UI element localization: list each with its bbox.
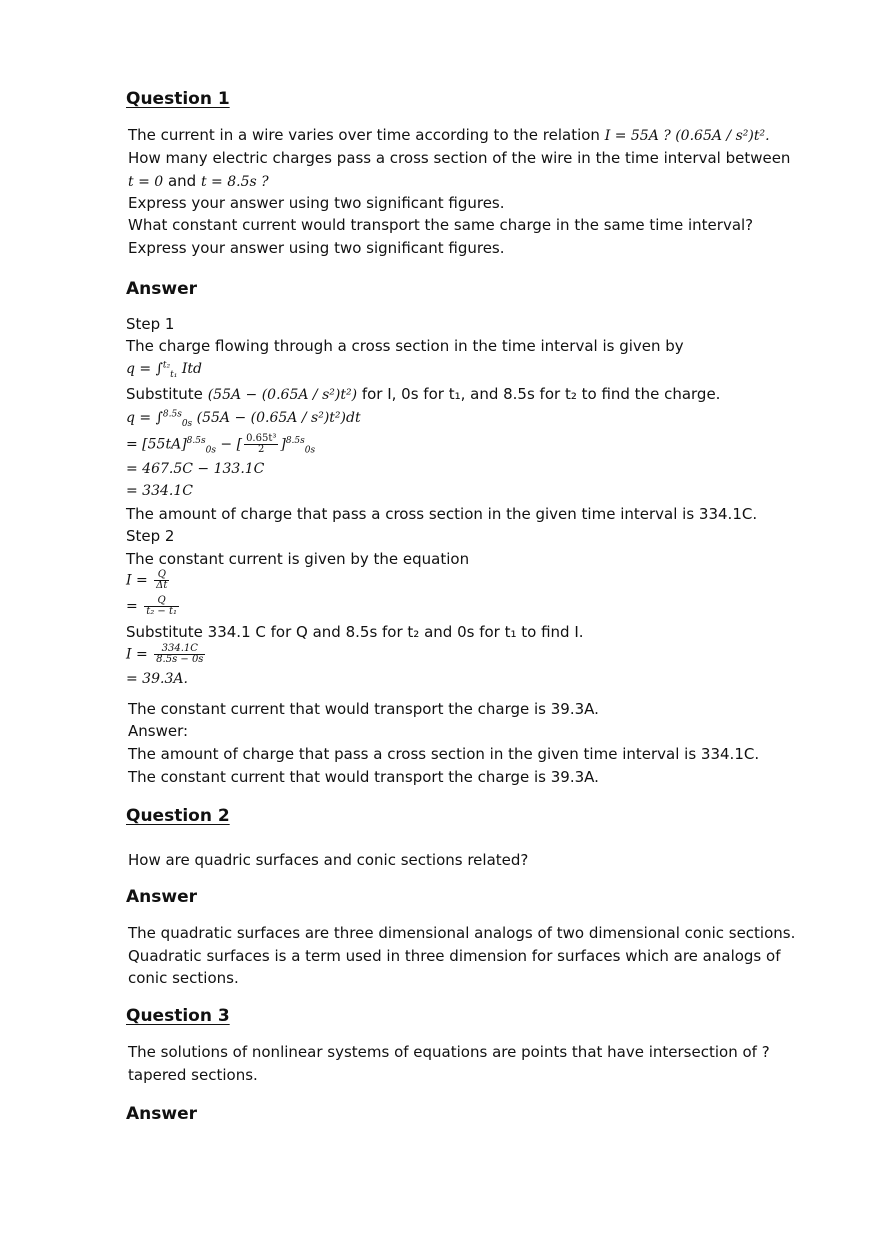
bracket-2-close: ]: [280, 436, 286, 453]
substitute-line-2: Substitute 334.1 C for Q and 8.5s for t₂ and 0s for t₁ to find I.: [126, 623, 584, 641]
a2-line-1: The quadratic surfaces are three dimensional analogs of two dimensional conic sections.: [128, 924, 796, 942]
current-time-difference: [126, 596, 181, 617]
fraction-denominator: 2: [258, 444, 265, 455]
q-over-delta-t: [154, 570, 169, 591]
fraction-numerator: 0.65t³: [246, 433, 277, 444]
t2-minus-t1-denominator: t₂ − t₁: [146, 606, 177, 617]
charge-over-time-fraction: [154, 644, 205, 665]
q1-time-start: t = 0: [128, 174, 164, 190]
question-2-heading: Question 2: [126, 806, 230, 826]
integral-upper-limit: t₂: [162, 360, 171, 371]
a2-line-3: conic sections.: [128, 969, 239, 987]
answer-1-heading: Answer: [126, 279, 197, 299]
q1-prompt-line-5: What constant current would transport the same charge in the same time interval?: [128, 216, 754, 234]
charge-numerator: 334.1C: [154, 644, 205, 655]
integral-2-lhs: q = ∫: [126, 410, 163, 426]
bracket-2-lower: 0s: [304, 445, 316, 456]
q1-prompt-intro: The current in a wire varies over time according to the relation: [128, 126, 600, 144]
integral-2-lower: 0s: [181, 418, 193, 429]
q1-and-word: and: [167, 172, 197, 190]
bracket-term-1: = [55tA]: [126, 436, 187, 453]
current-lhs: I =: [126, 572, 148, 589]
integral-lhs: q = ∫: [126, 361, 163, 377]
fraction-065t3-over-2: [244, 434, 278, 455]
subtraction-line: = 467.5C − 133.1C: [126, 461, 265, 477]
integral-integrand: Itd: [181, 361, 202, 377]
answer-2-heading: Answer: [126, 887, 197, 907]
q1-time-end: t = 8.5s ?: [200, 174, 269, 190]
current-calculation: [126, 644, 207, 665]
step-2-conclusion: The constant current that would transport the charge is 39.3A.: [128, 700, 599, 718]
bracket-minus: − [: [220, 436, 243, 453]
current-lhs-2: I =: [126, 646, 148, 663]
q-numerator: Q: [154, 570, 169, 581]
question-1-heading: Question 1: [126, 89, 230, 109]
bracket-2-upper: 8.5s: [285, 435, 305, 446]
evaluated-brackets-line: [126, 434, 315, 455]
q1-prompt-line-3: [128, 171, 269, 192]
q1-current-formula: I = 55A ? (0.65A / s²)t².: [604, 128, 770, 144]
current-definition: [126, 570, 171, 591]
delta-t-denominator: Δt: [156, 580, 168, 591]
q1-prompt-line-2: How many electric charges pass a cross section of the wire in the time interval between: [128, 149, 791, 167]
charge-integral-definition: [126, 359, 202, 379]
integral-2-integrand: (55A − (0.65A / s²)t²)dt: [196, 410, 361, 426]
a2-line-2: Quadratic surfaces is a term used in three dimension for surfaces which are analogs of: [128, 947, 781, 965]
time-denominator: 8.5s − 0s: [156, 654, 204, 665]
answer-3-heading: Answer: [126, 1104, 197, 1124]
final-answer-line-2: The constant current that would transport the charge is 39.3A.: [128, 768, 599, 786]
current-result-line: = 39.3A.: [126, 671, 188, 687]
q1-prompt-line-1: [128, 125, 770, 146]
step-1-intro: The charge flowing through a cross section in the time interval is given by: [126, 337, 684, 355]
q-numerator-2: Q: [144, 596, 179, 607]
bracket-1-lower: 0s: [205, 445, 216, 456]
substitute-line-1: [126, 384, 720, 405]
equals-sign: =: [126, 598, 138, 615]
step-1-conclusion: The amount of charge that pass a cross section in the given time interval is 334.1C.: [126, 505, 758, 523]
integral-2-upper: 8.5s: [162, 409, 182, 420]
substitute-word: Substitute: [126, 385, 203, 403]
q1-prompt-line-4: Express your answer using two significant figures.: [128, 194, 505, 212]
q2-prompt: How are quadric surfaces and conic sections related?: [128, 851, 529, 869]
final-answer-line-1: The amount of charge that pass a cross section in the given time interval is 334.1C.: [128, 745, 760, 763]
charge-integral-limits: [126, 408, 361, 428]
q-over-t2-minus-t1: [144, 596, 179, 617]
substitute-expression: (55A − (0.65A / s²)t²): [207, 387, 358, 403]
step-2-intro: The constant current is given by the equation: [126, 550, 470, 568]
q3-line-1: The solutions of nonlinear systems of equations are points that have intersection of ?: [128, 1043, 770, 1061]
question-3-heading: Question 3: [126, 1006, 230, 1026]
q3-line-2: tapered sections.: [128, 1066, 258, 1084]
answer-label: Answer:: [128, 722, 189, 740]
step-1-label: Step 1: [126, 315, 175, 333]
substitute-rest: for I, 0s for t₁, and 8.5s for t₂ to find the charge.: [361, 385, 721, 403]
q1-prompt-line-6: Express your answer using two significant figures.: [128, 239, 505, 257]
charge-result-line: = 334.1C: [126, 483, 193, 499]
bracket-1-upper: 8.5s: [186, 435, 206, 446]
step-2-label: Step 2: [126, 527, 175, 545]
integral-lower-limit: t₁: [170, 369, 178, 380]
